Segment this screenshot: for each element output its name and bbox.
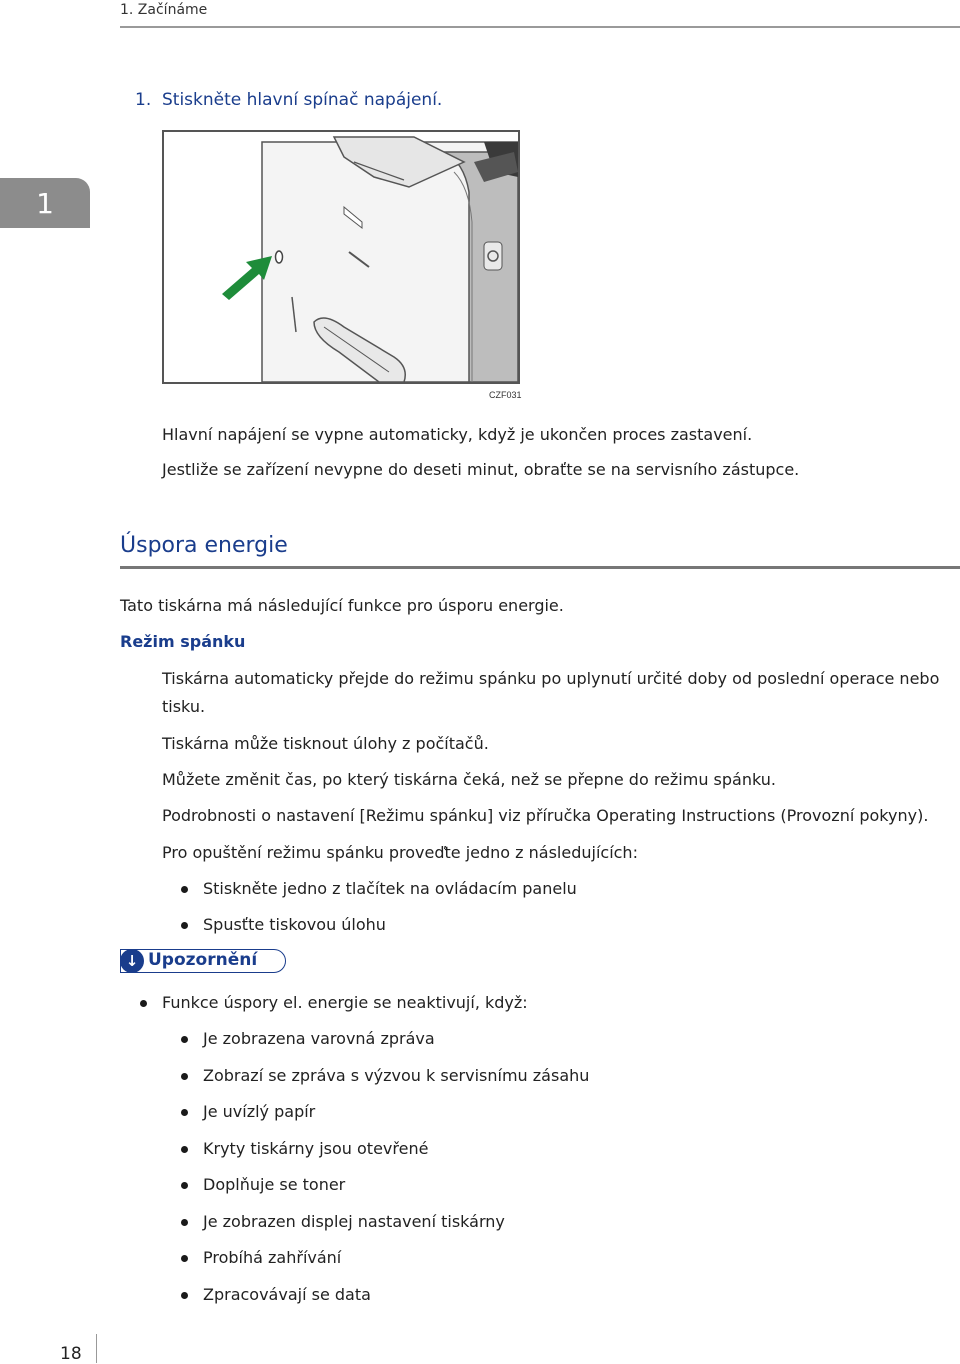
section-rule bbox=[120, 566, 960, 569]
chapter-tab bbox=[0, 178, 90, 228]
bullet-dot bbox=[181, 1292, 188, 1299]
bullet-dot bbox=[181, 1255, 188, 1262]
caution-sub-item: Je uvízlý papír bbox=[203, 1102, 316, 1121]
sleep-exit-item: Stiskněte jedno z tlačítek na ovládacím panelu bbox=[203, 879, 577, 898]
page-number: 18 bbox=[60, 1344, 82, 1364]
caution-sub-item: Probíhá zahřívání bbox=[203, 1248, 342, 1267]
paragraph-service: Jestliže se zařízení nevypne do deseti minut, obraťte se na servisního zástupce. bbox=[162, 460, 800, 479]
sleep-mode-para1-line2: tisku. bbox=[162, 697, 206, 716]
sleep-mode-para1-line1: Tiskárna automaticky přejde do režimu spánku po uplynutí určité doby od poslední operace nebo bbox=[162, 669, 940, 688]
sleep-mode-para5: Pro opuštění režimu spánku proveďte jedno z následujících: bbox=[162, 843, 638, 862]
caution-sub-item: Zobrazí se zpráva s výzvou k servisnímu zásahu bbox=[203, 1066, 590, 1085]
bullet-dot bbox=[181, 1182, 188, 1189]
footer-rule bbox=[96, 1334, 97, 1363]
sleep-mode-para3: Můžete změnit čas, po který tiskárna čeká, než se přepne do režimu spánku. bbox=[162, 770, 776, 789]
running-head: 1. Začínáme bbox=[120, 2, 208, 18]
step-number: 1. bbox=[135, 90, 152, 110]
header-rule bbox=[120, 26, 960, 28]
bullet-dot bbox=[181, 886, 188, 893]
sleep-exit-item: Spusťte tiskovou úlohu bbox=[203, 915, 386, 934]
sleep-mode-para2: Tiskárna může tisknout úlohy z počítačů. bbox=[162, 734, 489, 753]
paragraph-power-off: Hlavní napájení se vypne automaticky, když je ukončen proces zastavení. bbox=[162, 425, 753, 444]
section-intro: Tato tiskárna má následující funkce pro úsporu energie. bbox=[120, 596, 564, 615]
bullet-dot bbox=[181, 922, 188, 929]
caution-label: Upozornění bbox=[148, 950, 258, 970]
bullet-dot bbox=[181, 1073, 188, 1080]
arrow-down-icon: ↓ bbox=[120, 949, 144, 973]
caution-main-item: Funkce úspory el. energie se neaktivují, když: bbox=[162, 993, 528, 1012]
caution-sub-item: Je zobrazena varovná zpráva bbox=[203, 1029, 435, 1048]
caution-sub-item: Je zobrazen displej nastavení tiskárny bbox=[203, 1212, 505, 1231]
printer-drawing bbox=[164, 132, 518, 382]
bullet-dot bbox=[181, 1219, 188, 1226]
sleep-mode-para4: Podrobnosti o nastavení [Režimu spánku] viz příručka Operating Instructions (Provozní pokyny). bbox=[162, 806, 929, 825]
printer-illustration bbox=[162, 130, 520, 384]
caution-sub-item: Doplňuje se toner bbox=[203, 1175, 346, 1194]
figure-caption: CZF031 bbox=[489, 390, 522, 400]
sleep-mode-heading: Režim spánku bbox=[120, 632, 246, 651]
step-text: Stiskněte hlavní spínač napájení. bbox=[162, 90, 443, 110]
bullet-dot bbox=[181, 1146, 188, 1153]
caution-sub-item: Zpracovávají se data bbox=[203, 1285, 371, 1304]
section-title: Úspora energie bbox=[120, 533, 288, 558]
bullet-dot bbox=[140, 1000, 147, 1007]
bullet-dot bbox=[181, 1036, 188, 1043]
bullet-dot bbox=[181, 1109, 188, 1116]
caution-sub-item: Kryty tiskárny jsou otevřené bbox=[203, 1139, 429, 1158]
chapter-tab-number: 1 bbox=[36, 186, 54, 220]
